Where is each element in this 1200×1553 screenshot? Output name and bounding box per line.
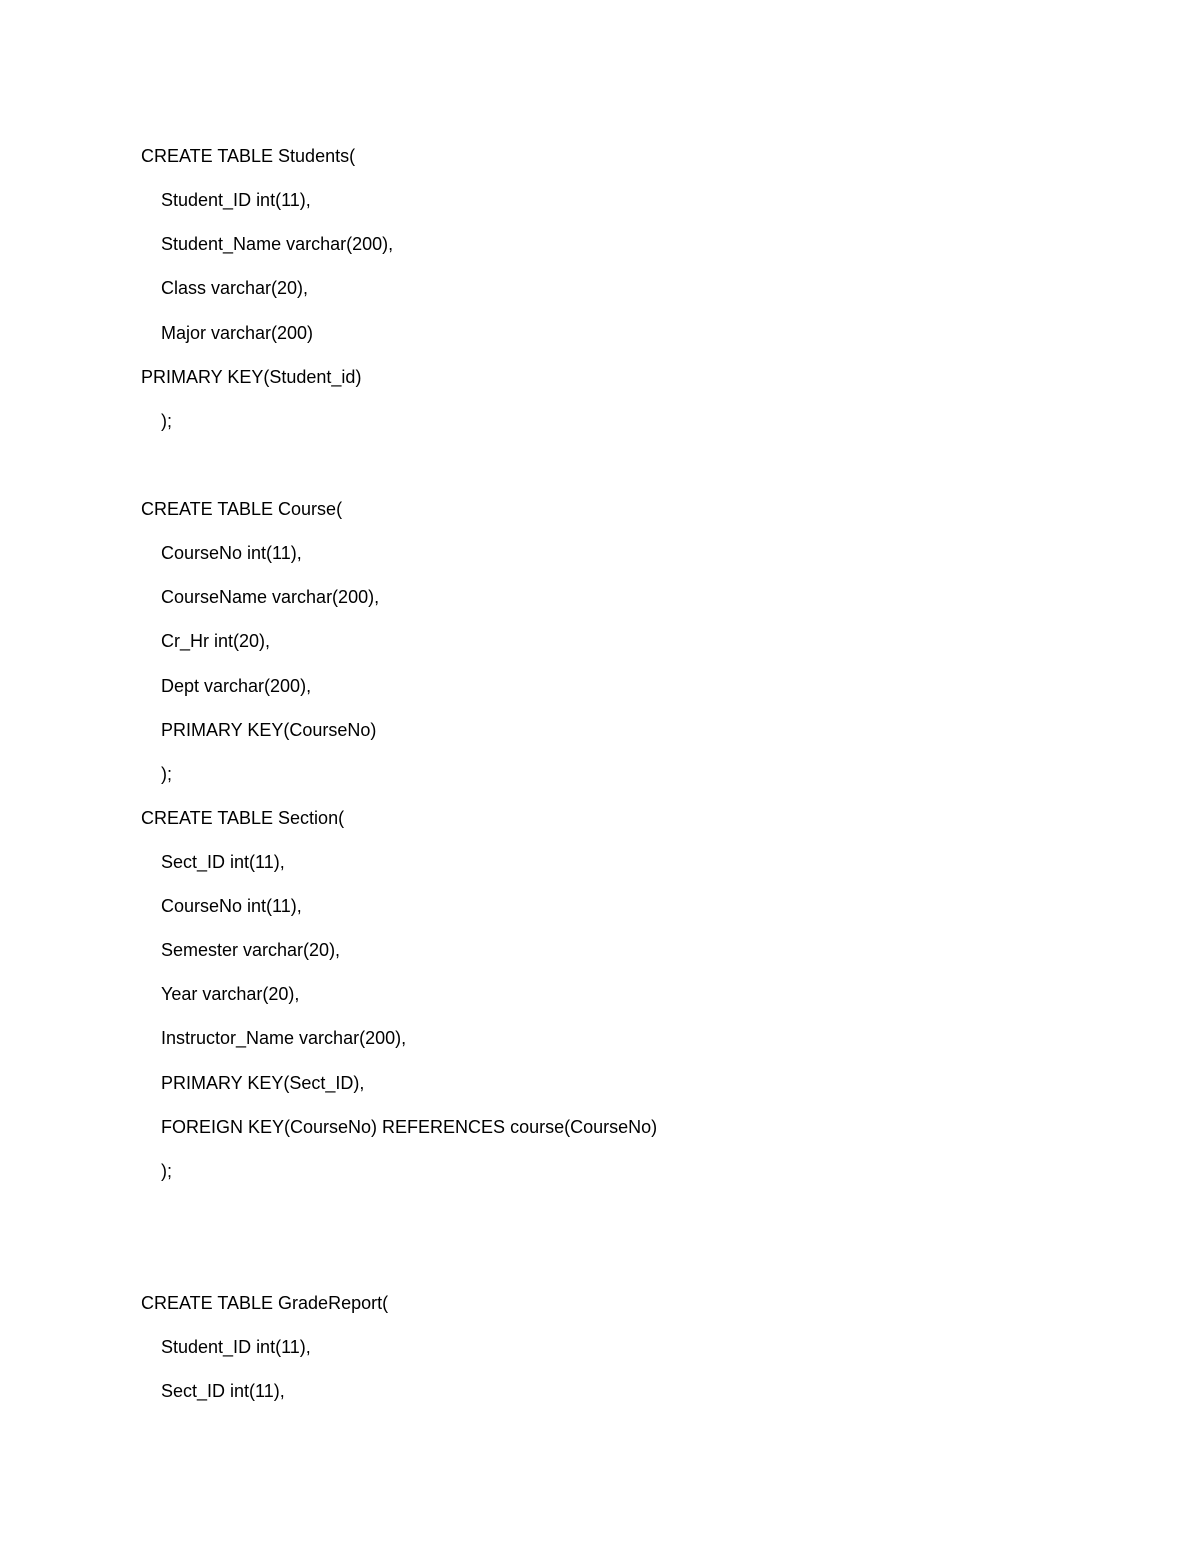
code-line: CourseName varchar(200),: [161, 587, 380, 607]
code-line: Dept varchar(200),: [161, 676, 312, 696]
code-line: );: [161, 411, 172, 431]
code-line: Semester varchar(20),: [161, 940, 341, 960]
code-line: Year varchar(20),: [161, 984, 300, 1004]
code-line: Student_ID int(11),: [161, 1337, 311, 1357]
code-line: Major varchar(200): [161, 323, 314, 343]
code-line: CREATE TABLE Students(: [141, 146, 356, 166]
code-line: Cr_Hr int(20),: [161, 631, 271, 651]
code-line: Student_Name varchar(200),: [161, 234, 394, 254]
code-line: CREATE TABLE Section(: [141, 808, 345, 828]
code-line: Student_ID int(11),: [161, 190, 311, 210]
code-line: CourseNo int(11),: [161, 896, 302, 916]
code-line: Instructor_Name varchar(200),: [161, 1028, 407, 1048]
code-line: Sect_ID int(11),: [161, 852, 285, 872]
code-line: Class varchar(20),: [161, 278, 309, 298]
code-line: );: [161, 764, 172, 784]
code-line: PRIMARY KEY(CourseNo): [161, 720, 377, 740]
code-line: PRIMARY KEY(Sect_ID),: [161, 1073, 365, 1093]
code-line: CREATE TABLE Course(: [141, 499, 343, 519]
code-line: );: [161, 1161, 172, 1181]
code-line: FOREIGN KEY(CourseNo) REFERENCES course(CourseNo): [161, 1117, 658, 1137]
code-line: CourseNo int(11),: [161, 543, 302, 563]
code-line: Sect_ID int(11),: [161, 1381, 285, 1401]
code-line: PRIMARY KEY(Student_id): [141, 367, 362, 387]
code-line: CREATE TABLE GradeReport(: [141, 1293, 389, 1313]
